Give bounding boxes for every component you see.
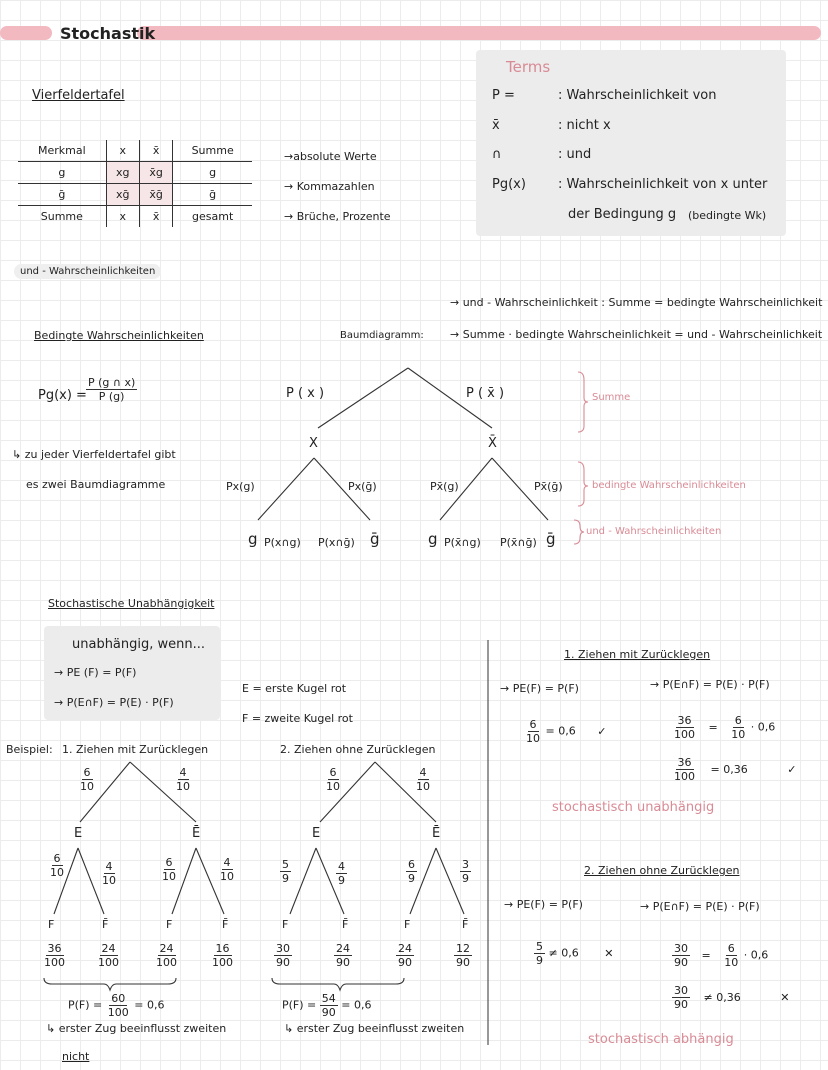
tree-px-gbar: Px(ḡ)	[348, 480, 377, 493]
bedingte-heading: Bedingte Wahrscheinlichkeiten	[34, 329, 204, 342]
term-sym-p: P =	[492, 88, 515, 103]
t1-leaf-1: F	[48, 918, 55, 931]
t1-branch-1	[48, 852, 66, 879]
frac-num: 4	[338, 860, 345, 873]
term-desc-cond: : Wahrscheinlichkeit von x unter	[558, 177, 768, 192]
bedingte-formula-lhs: Pg(x) =	[38, 388, 87, 403]
tree2-title: 2. Ziehen ohne Zurücklegen	[280, 743, 436, 756]
t2-branch-1	[280, 858, 291, 885]
frac-num: 30	[276, 942, 290, 955]
term-desc-and: : und	[558, 147, 592, 162]
s1-result: stochastisch unabhängig	[552, 800, 715, 815]
t1-leaf-3: F	[166, 918, 173, 931]
frac-den: 100	[212, 956, 233, 969]
unabh-box-title: unabhängig, wenn...	[72, 637, 206, 652]
t1-branch-2	[100, 860, 118, 887]
frac-den: 100	[156, 956, 177, 969]
t2-top-left	[324, 766, 342, 793]
check-icon: ✓	[597, 724, 607, 738]
pf-label: P(F) =	[68, 998, 103, 1012]
table-cell: xḡ	[106, 184, 139, 206]
t1-branch-4	[218, 856, 236, 883]
brace-summe: Summe	[592, 392, 631, 403]
tree-p-xbar: P ( x̄ )	[466, 386, 505, 401]
table-cell: xg	[106, 162, 139, 184]
frac-den: 90	[456, 956, 470, 969]
def-f: F = zweite Kugel rot	[242, 712, 353, 725]
frac-num: 6	[53, 852, 61, 865]
pf-result: = 0,6	[134, 998, 165, 1012]
tree-p-x: P ( x )	[286, 386, 325, 401]
frac-num: 12	[456, 942, 470, 955]
t2-leaf-4: F̄	[462, 918, 469, 931]
frac-den: 100	[674, 728, 695, 741]
s2-result: stochastisch abhängig	[588, 1032, 734, 1047]
vft-note-brueche: → Brüche, Prozente	[284, 210, 391, 223]
pf-result: = 0,6	[341, 998, 372, 1012]
t1-note: ↳ erster Zug beeinflusst zweiten	[46, 1022, 227, 1035]
t1-node-e: E	[74, 826, 83, 841]
frac-num: 60	[111, 992, 126, 1005]
table-cell: x̄g	[139, 162, 172, 184]
bedingte-note-2: es zwei Baumdiagramme	[26, 478, 166, 491]
frac-den: 10	[326, 780, 340, 793]
table-cell: ḡ	[173, 184, 252, 206]
term-desc-xbar: : nicht x	[558, 118, 611, 133]
t1-res-4	[210, 942, 235, 969]
pf-label: P(F) =	[282, 998, 317, 1012]
unabh-heading: Stochastische Unabhängigkeit	[48, 597, 215, 610]
frac-num: 5	[536, 940, 543, 953]
tree-px-g: Px(g)	[226, 480, 255, 493]
cross-icon: ✕	[604, 946, 614, 960]
s1-left-result: = 0,6	[545, 724, 576, 738]
s1-cond-2: → P(E∩F) = P(E) · P(F)	[650, 678, 770, 691]
s1-right-1	[672, 714, 775, 741]
frac-den: 9	[282, 872, 289, 885]
tree1-title: 1. Ziehen mit Zurücklegen	[62, 743, 209, 756]
t2-leaf-2: F̄	[342, 918, 349, 931]
term-sym-and: ∩	[492, 147, 502, 162]
tree-leaf-2: ḡ	[370, 530, 380, 548]
frac-den: 9	[462, 872, 469, 885]
frac-num: 6	[329, 766, 337, 779]
brace-bedingt: bedingte Wahrscheinlichkeiten	[592, 480, 746, 491]
frac-den: 10	[102, 874, 116, 887]
frac-den: 10	[176, 780, 190, 793]
t2-res-2	[334, 942, 352, 969]
frac-den: 90	[336, 956, 350, 969]
term-sym-cond: Pg(x)	[492, 177, 526, 192]
s2-cond-1: → PE(F) = P(F)	[504, 898, 583, 911]
t1-leaf-4: F̄	[222, 918, 229, 931]
s2-right-2	[672, 984, 789, 1011]
t2-res-1	[274, 942, 292, 969]
term-cond-note: (bedingte Wk)	[688, 209, 767, 222]
table-cell: g	[18, 162, 106, 184]
term-sym-xbar: x̄	[492, 118, 500, 133]
frac-num: 6	[83, 766, 91, 779]
equals-sign: =	[708, 720, 718, 734]
frac-den: 90	[321, 1006, 336, 1019]
vft-note-absolute: →absolute Werte	[284, 150, 377, 163]
tree-pxbar-g: Px̄(g)	[430, 480, 459, 493]
frac-num: 4	[419, 766, 427, 779]
frac-den: 10	[162, 870, 176, 883]
unabh-cond-2: → P(E∩F) = P(E) · P(F)	[54, 696, 174, 709]
frac-num: 30	[674, 984, 688, 997]
frac-num: 36	[677, 756, 692, 769]
tree-node-x: X	[309, 436, 318, 451]
t1-res-3	[154, 942, 179, 969]
frac-num: 16	[215, 942, 230, 955]
s1-cond-1: → PE(F) = P(F)	[500, 682, 579, 695]
s2-right-1-tail: · 0,6	[743, 948, 769, 962]
vierfeldertafel-heading: Vierfeldertafel	[32, 88, 125, 103]
table-cell: x	[106, 206, 139, 228]
page-title: Stochastik	[60, 24, 156, 43]
t2-note: ↳ erster Zug beeinflusst zweiten	[284, 1022, 465, 1035]
equals-sign: =	[701, 948, 711, 962]
table-cell: ḡ	[18, 184, 106, 206]
frac-den: 90	[674, 998, 688, 1011]
frac-den: 10	[80, 780, 94, 793]
t1-branch-3	[160, 856, 178, 883]
s2-right-1	[672, 942, 768, 969]
t1-note-nicht: nicht	[62, 1050, 90, 1063]
frac-num: 5	[282, 858, 289, 871]
s1-left	[524, 718, 606, 745]
t2-res-3	[396, 942, 414, 969]
frac-den: 9	[536, 954, 543, 967]
table-cell: x̄ḡ	[139, 184, 172, 206]
frac-den: 90	[276, 956, 290, 969]
frac-den: 10	[724, 956, 739, 969]
und-label: und - Wahrscheinlichkeiten	[14, 264, 161, 279]
tree-leaf-2-p: P(x∩ḡ)	[318, 536, 355, 549]
table-cell: x	[106, 140, 139, 162]
check-icon: ✓	[787, 762, 797, 776]
t2-branch-2	[336, 860, 347, 887]
frac-num: 4	[105, 860, 113, 873]
t1-pf	[68, 992, 164, 1019]
frac-num: 24	[398, 942, 412, 955]
t2-branch-3	[406, 858, 417, 885]
s1-right-2	[672, 756, 796, 783]
t2-res-4	[454, 942, 472, 969]
def-e: E = erste Kugel rot	[242, 682, 347, 695]
terms-heading: Terms	[506, 58, 551, 76]
frac-den: 9	[338, 874, 345, 887]
baumdiagramm-label: Baumdiagramm:	[340, 330, 424, 341]
frac-num: 6	[734, 714, 742, 727]
cross-icon: ✕	[780, 990, 790, 1004]
vft-note-komma: → Kommazahlen	[284, 180, 375, 193]
frac-num: 4	[223, 856, 231, 869]
rule-2: → Summe · bedingte Wahrscheinlichkeit = und - Wahrscheinlichkeit	[450, 328, 823, 341]
s2-left-result: ≠ 0,6	[548, 946, 579, 960]
t1-res-2	[96, 942, 121, 969]
table-cell: x̄	[139, 140, 172, 162]
t2-pf	[282, 992, 371, 1019]
s2-right-2-tail: ≠ 0,36	[703, 990, 741, 1004]
frac-num: 6	[408, 858, 415, 871]
term-cond-line: der Bedingung g	[568, 207, 677, 222]
bedingte-den: P (g)	[98, 390, 125, 403]
s2-left	[534, 940, 613, 967]
t2-node-ebar: Ē	[432, 826, 441, 841]
frac-den: 10	[220, 870, 234, 883]
frac-den: 100	[674, 770, 695, 783]
frac-den: 9	[408, 872, 415, 885]
s1-title: 1. Ziehen mit Zurücklegen	[564, 648, 711, 661]
frac-num: 30	[674, 942, 688, 955]
t2-branch-4	[460, 858, 471, 885]
t1-node-ebar: Ē	[192, 826, 201, 841]
t2-node-e: E	[312, 826, 321, 841]
tree-pxbar-gbar: Px̄(ḡ)	[534, 480, 563, 493]
table-cell: Summe	[173, 140, 252, 162]
bedingte-num: P (g ∩ x)	[88, 376, 136, 389]
frac-num: 36	[677, 714, 692, 727]
frac-den: 10	[526, 732, 540, 745]
table-cell: x̄	[139, 206, 172, 228]
s2-cond-2: → P(E∩F) = P(E) · P(F)	[640, 900, 760, 913]
tree-leaf-3-p: P(x̄∩g)	[444, 536, 481, 549]
table-cell: Merkmal	[18, 140, 106, 162]
tree-node-xbar: X̄	[488, 436, 497, 451]
frac-den: 100	[107, 1006, 129, 1019]
frac-den: 10	[50, 866, 64, 879]
frac-num: 3	[462, 858, 469, 871]
rule-1: → und - Wahrscheinlichkeit : Summe = bedingte Wahrscheinlichkeit	[450, 296, 823, 309]
frac-num: 54	[321, 992, 336, 1005]
frac-num: 24	[336, 942, 350, 955]
frac-den: 10	[416, 780, 430, 793]
table-cell: g	[173, 162, 252, 184]
frac-den: 10	[731, 728, 746, 741]
s1-right-2-tail: = 0,36	[710, 762, 748, 776]
beispiel-label: Beispiel:	[6, 743, 53, 756]
frac-num: 24	[159, 942, 174, 955]
t2-leaf-3: F	[404, 918, 411, 931]
frac-num: 6	[727, 942, 735, 955]
t1-leaf-2: F̄	[102, 918, 109, 931]
bedingte-note-1: ↳ zu jeder Vierfeldertafel gibt	[12, 448, 176, 461]
tree-leaf-1-p: P(x∩g)	[264, 536, 301, 549]
frac-num: 6	[529, 718, 537, 731]
unabh-cond-1: → PE (F) = P(F)	[54, 666, 137, 679]
t1-res-1	[42, 942, 67, 969]
t2-leaf-1: F	[282, 918, 289, 931]
tree-leaf-4: ḡ	[546, 530, 556, 548]
frac-den: 90	[398, 956, 412, 969]
tree-leaf-3: g	[428, 530, 438, 548]
table-cell: gesamt	[173, 206, 252, 228]
frac-den: 90	[674, 956, 688, 969]
frac-num: 4	[179, 766, 187, 779]
frac-den: 100	[44, 956, 65, 969]
t1-top-right	[174, 766, 192, 793]
frac-num: 6	[165, 856, 173, 869]
brace-und: und - Wahrscheinlichkeiten	[586, 526, 722, 537]
tree-leaf-1: g	[248, 530, 258, 548]
term-desc-p: : Wahrscheinlichkeit von	[558, 88, 717, 103]
frac-num: 36	[47, 942, 62, 955]
frac-den: 100	[98, 956, 119, 969]
tree-leaf-4-p: P(x̄∩ḡ)	[500, 536, 537, 549]
table-cell: Summe	[18, 206, 106, 228]
s2-title: 2. Ziehen ohne Zurücklegen	[584, 864, 740, 877]
frac-num: 24	[101, 942, 116, 955]
t2-top-right	[414, 766, 432, 793]
t1-top-left	[78, 766, 96, 793]
s1-right-1-tail: · 0,6	[750, 720, 776, 734]
